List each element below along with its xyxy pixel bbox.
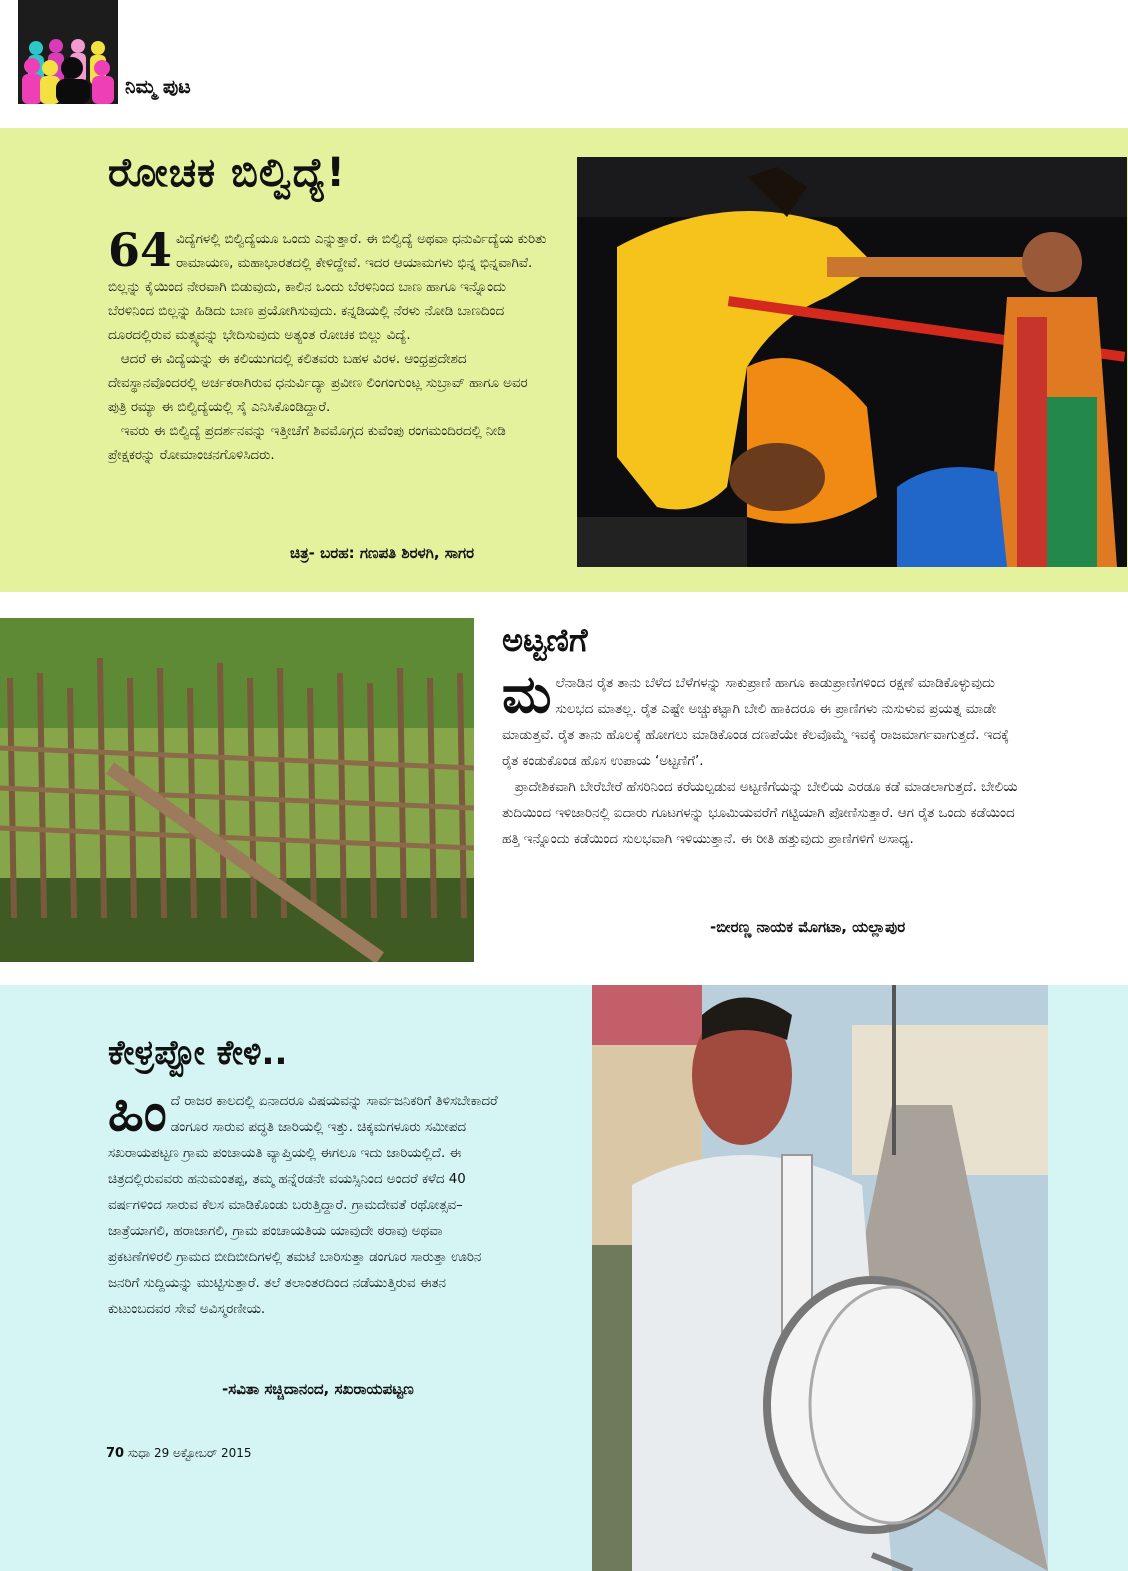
article-drummer-paragraph: ದೆ ರಾಜರ ಕಾಲದಲ್ಲಿ ಏನಾದರೂ ವಿಷಯವನ್ನು ಸಾರ್ವಜನಿಕರಿಗೆ ತಿಳಿಸಬೇಕಾದರೆ ಡಂಗೂರ ಸಾರುವ ಪದ್ಧತಿ ಜಾರಿಯಲ್ಲಿ ಇತ್ತು. ಚಿಕ್ಕಮಗಳೂರು ಸಮೀಪದ ಸಖರಾಯಪಟ್ಟಣ ಗ್ರಾಮ ಪಂಚಾಯತಿ ವ್ಯಾಪ್ತಿಯಲ್ಲಿ ಈಗಲೂ ಇದು ಜಾರಿಯಲ್ಲಿದೆ. ಈ ಚಿತ್ರದಲ್ಲಿರುವವರು ಹನುಮಂತಪ್ಪ, ತಮ್ಮ ಹನ್ನೆರಡನೇ ವಯಸ್ಸಿನಿಂದ ಅಂದರೆ ಕಳೆದ 40 ವರ್ಷಗಳಿಂದ ಸಾರುವ ಕೆಲಸ ಮಾಡಿಕೊಂಡು ಬರುತ್ತಿದ್ದಾರೆ. ಗ್ರಾಮದೇವತೆ ರಥೋತ್ಸವ–ಜಾತ್ರೆಯಾಗಲಿ, ಹರಾಜಾಗಲಿ, ಗ್ರಾಮ ಪಂಚಾಯತಿಯ ಯಾವುದೇ ಠರಾವು ಅಥವಾ ಪ್ರಕಟಣೆಗಳಿರಲಿ ಗ್ರಾಮದ ಬೀದಿಬೀದಿಗಳಲ್ಲಿ ತಮಟೆ ಬಾರಿಸುತ್ತಾ ಡಂಗೂರ ಸಾರುತ್ತಾ ಊರಿನ ಜನರಿಗೆ ಸುದ್ದಿಯನ್ನು ಮುಟ್ಟಿಸುತ್ತಾರೆ. ತಲೆ ತಲಾಂತರದಿಂದ ನಡೆಯುತ್ತಿರುವ ಈತನ ಕುಟುಂಬದವರ ಸೇವೆ ಅವಿಸ್ಮರಣೀಯ. [108, 1094, 498, 1317]
archery-performance-photo [577, 157, 1127, 567]
article-stile-paragraph: ಲೆನಾಡಿನ ರೈತ ತಾನು ಬೆಳೆದ ಬೆಳೆಗಳನ್ನು ಸಾಕುಪ್ರಾಣಿ ಹಾಗೂ ಕಾಡುಪ್ರಾಣಿಗಳಿಂದ ರಕ್ಷಣೆ ಮಾಡಿಕೊಳ್ಳುವುದು ಸುಲಭದ ಮಾತಲ್ಲ. ರೈತ ಎಷ್ಟೇ ಅಚ್ಚುಕಟ್ಟಾಗಿ ಬೇಲಿ ಹಾಕಿದರೂ ಈ ಪ್ರಾಣಿಗಳು ನುಸುಳುವ ಪ್ರಯತ್ನ ಮಾಡೇ ಮಾಡುತ್ತವೆ. ರೈತ ತಾನು ಹೊಲಕ್ಕೆ ಹೋಗಲು ಮಾಡಿಕೊಂಡ ದಣಪೆಯೇ ಕೆಲವೊಮ್ಮೆ ಇವಕ್ಕೆ ರಾಜಮಾರ್ಗವಾಗುತ್ತದೆ. ಇದಕ್ಕೆ ರೈತ ಕಂಡುಕೊಂಡ ಹೊಸ ಉಪಾಯ ‘ಅಟ್ಟಣಿಗೆ’. [502, 676, 1009, 769]
page-number: 70 [106, 1446, 125, 1461]
article-stile-credit: -ಬೀರಣ್ಣ ನಾಯಕ ಮೊಗಟಾ, ಯಲ್ಲಾಪುರ [710, 918, 906, 936]
issue-date: 29 ಅಕ್ಟೋಬರ್ 2015 [153, 1446, 252, 1460]
magazine-name: ಸುಧಾ [127, 1446, 151, 1460]
article-archery-paragraph: ಇವರು ಈ ಬಿಲ್ವಿದ್ಯೆ ಪ್ರದರ್ಶನವನ್ನು ಇತ್ತೀಚೆಗೆ ಶಿವಮೊಗ್ಗದ ಕುವೆಂಪು ರಂಗಮಂದಿರದಲ್ಲಿ ನೀಡಿ ಪ್ರೇಕ್ಷಕರನ್ನು ರೋಮಾಂಚನಗೊಳಿಸಿದರು. [108, 424, 506, 463]
article-archery-credit: ಚಿತ್ರ- ಬರಹ: ಗಣಪತಿ ಶಿರಳಗಿ, ಸಾಗರ [290, 544, 475, 562]
fence-stile-photo [0, 618, 474, 962]
crowd-silhouette-icon [18, 34, 118, 104]
article-drummer-credit: -ಸವಿತಾ ಸಚ್ಚಿದಾನಂದ, ಸಖರಾಯಪಟ್ಟಣ [222, 1380, 414, 1398]
article-drummer-title: ಕೇಳ್ರಪ್ಪೋ ಕೇಳಿ.. [108, 1033, 288, 1073]
drummer-photo [592, 985, 1048, 1571]
page-footer [106, 1446, 252, 1461]
article-stile-body [502, 665, 1022, 853]
drop-number: 64 [108, 223, 173, 277]
article-drummer-body [108, 1083, 508, 1323]
section-label: ನಿಮ್ಮ ಪುಟ [125, 76, 191, 98]
drop-letter: ಹಿಂ [108, 1083, 167, 1143]
article-archery-title: ರೋಚಕ ಬಿಲ್ವಿದ್ಯೆ! [108, 150, 346, 196]
article-archery-paragraph: ಆದರೆ ಈ ವಿದ್ಯೆಯನ್ನು ಈ ಕಲಿಯುಗದಲ್ಲಿ ಕಲಿತವರು ಬಹಳ ವಿರಳ. ಆಂಧ್ರಪ್ರದೇಶದ ದೇವಸ್ಥಾನವೊಂದರಲ್ಲಿ ಅರ್ಚಕರಾಗಿರುವ ಧನುರ್ವಿದ್ಯಾ ಪ್ರವೀಣ ಲಿಂಗಂಗುಂಟ್ಲ ಸುಬ್ರಾವ್ ಹಾಗೂ ಅವರ ಪುತ್ರಿ ರಮ್ಯಾ ಈ ಬಿಲ್ವಿದ್ಯೆಯಲ್ಲಿ ಸೈ ಎನಿಸಿಕೊಂಡಿದ್ದಾರೆ. [108, 352, 528, 415]
drop-letter: ಮ [502, 665, 552, 725]
article-stile-paragraph: ಪ್ರಾದೇಶಿಕವಾಗಿ ಬೇರೆಬೇರೆ ಹೆಸರಿನಿಂದ ಕರೆಯಲ್ಪಡುವ ಅಟ್ಟಣಿಗೆಯನ್ನು ಬೇಲಿಯ ಎರಡೂ ಕಡೆ ಮಾಡಲಾಗುತ್ತದೆ. ಬೇಲಿಯ ತುದಿಯಿಂದ ಇಳಿಜಾರಿನಲ್ಲಿ ಐದಾರು ಗೂಟಗಳನ್ನು ಭೂಮಿಯವರೆಗೆ ಗಟ್ಟಿಯಾಗಿ ಪೋಣಿಸುತ್ತಾರೆ. ಆಗ ರೈತ ಒಂದು ಕಡೆಯಿಂದ ಹತ್ತಿ ಇನ್ನೊಂದು ಕಡೆಯಿಂದ ಸುಲಭವಾಗಿ ಇಳಿಯುತ್ತಾನೆ. ಈ ರೀತಿ ಹತ್ತುವುದು ಪ್ರಾಣಿಗಳಿಗೆ ಅಸಾಧ್ಯ. [502, 780, 1018, 847]
article-archery-body [108, 223, 548, 468]
article-archery-paragraph: ವಿದ್ಯೆಗಳಲ್ಲಿ ಬಿಲ್ವಿದ್ಯೆಯೂ ಒಂದು ಎನ್ನುತ್ತಾರೆ. ಈ ಬಿಲ್ವಿದ್ಯೆ ಅಥವಾ ಧನುರ್ವಿದ್ಯೆಯ ಕುರಿತು ರಾಮಾಯಣ, ಮಹಾಭಾರತದಲ್ಲಿ ಕೇಳಿದ್ದೇವೆ. ಇದರ ಆಯಾಮಗಳು ಭಿನ್ನ ಭಿನ್ನವಾಗಿವೆ. ಬಿಲ್ಲನ್ನು ಕೈಯಿಂದ ನೇರವಾಗಿ ಬಿಡುವುದು, ಕಾಲಿನ ಒಂದು ಬೆರಳಿನಿಂದ ಬಾಣ ಹಾಗೂ ಇನ್ನೊಂದು ಬೆರಳಿನಿಂದ ಬಿಲ್ಲನ್ನು ಹಿಡಿದು ಬಾಣ ಪ್ರಯೋಗಿಸುವುದು. ಕನ್ನಡಿಯಲ್ಲಿ ನೆರಳು ನೋಡಿ ಬಾಣದಿಂದ ದೂರದಲ್ಲಿರುವ ಮತ್ಸ್ಯವನ್ನು ಭೇದಿಸುವುದು ಅತ್ಯಂತ ರೋಚಕ ಬಿಲ್ಲು ವಿದ್ಯೆ. [108, 232, 547, 343]
article-stile-title: ಅಟ್ಟಣಿಗೆ [502, 621, 588, 659]
magazine-section-logo [18, 0, 118, 104]
